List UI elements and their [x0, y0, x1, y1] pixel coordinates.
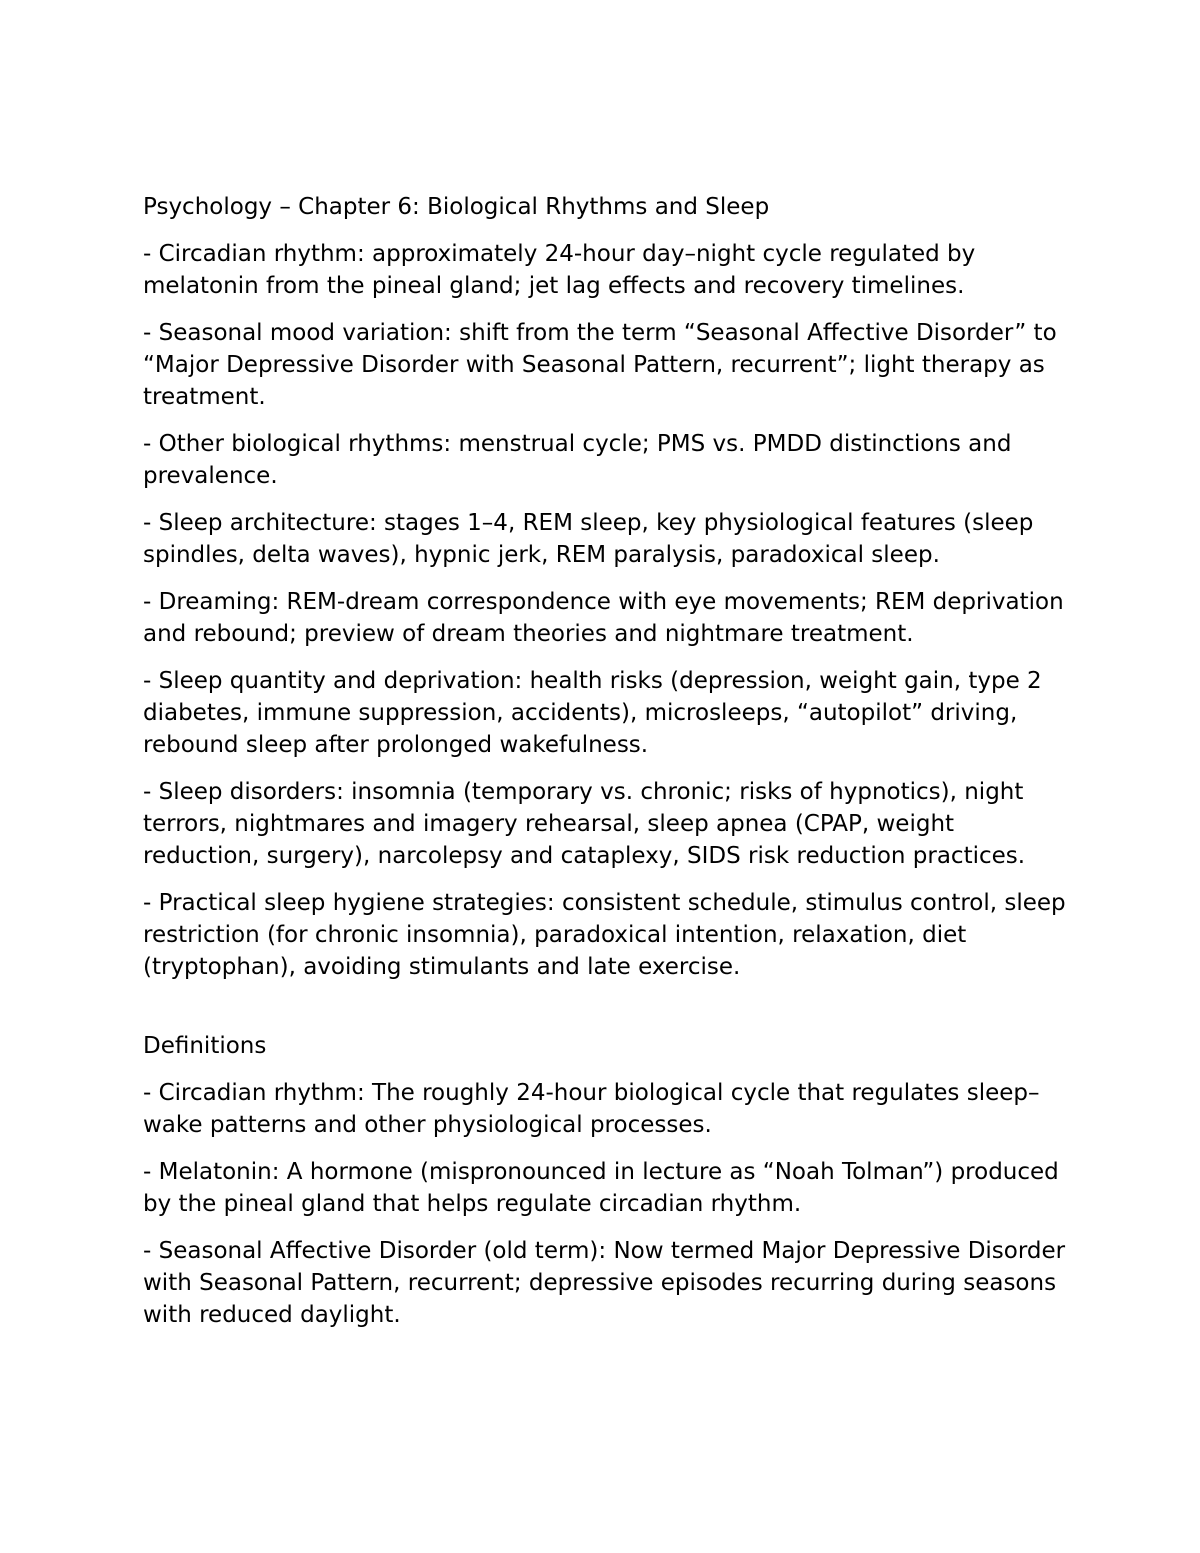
- definition-melatonin: - Melatonin: A hormone (mispronounced in lecture as “Noah Tolman”) produced by the pineal gland that helps regulate circadian rhythm.: [143, 1159, 1059, 1217]
- outline-item-other-rhythms: - Other biological rhythms: menstrual cycle; PMS vs. PMDD distinctions and prevalence.: [143, 431, 1012, 489]
- outline-item-sleep-disorders: - Sleep disorders: insomnia (temporary vs. chronic; risks of hypnotics), night terrors, nightmares and imagery rehearsal, sleep apnea (CPAP, weight reduction, surgery), narcolepsy and cataplexy, SIDS risk reduction practices.: [143, 779, 1026, 869]
- outline-item-sleep-deprivation: - Sleep quantity and deprivation: health risks (depression, weight gain, type 2 diabetes, immune suppression, accidents), microsleeps, “autopilot” driving, rebound sleep after prolonged wakefulness.: [143, 668, 1042, 758]
- definitions-heading: Definitions: [143, 1033, 267, 1059]
- document-title: Psychology – Chapter 6: Biological Rhythms and Sleep: [143, 194, 770, 220]
- definition-seasonal-affective-disorder: - Seasonal Affective Disorder (old term): Now termed Major Depressive Disorder with Seasonal Pattern, recurrent; depressive episodes recurring during seasons with reduced daylight.: [143, 1238, 1066, 1328]
- document-page: [143, 191, 1068, 1346]
- section-spacer: [143, 998, 1068, 1030]
- definition-circadian-rhythm: - Circadian rhythm: The roughly 24-hour biological cycle that regulates sleep–wake patterns and other physiological processes.: [143, 1080, 1040, 1138]
- outline-item-sleep-architecture: - Sleep architecture: stages 1–4, REM sleep, key physiological features (sleep spindles, delta waves), hypnic jerk, REM paralysis, paradoxical sleep.: [143, 510, 1034, 568]
- outline-item-circadian: - Circadian rhythm: approximately 24-hour day–night cycle regulated by melatonin from the pineal gland; jet lag effects and recovery timelines.: [143, 241, 976, 299]
- outline-item-seasonal-mood: - Seasonal mood variation: shift from the term “Seasonal Affective Disorder” to “Major Depressive Disorder with Seasonal Pattern, recurrent”; light therapy as treatment.: [143, 320, 1057, 410]
- outline-item-sleep-hygiene: - Practical sleep hygiene strategies: consistent schedule, stimulus control, sleep restriction (for chronic insomnia), paradoxical intention, relaxation, diet (tryptophan), avoiding stimulants and late exercise.: [143, 890, 1066, 980]
- outline-item-dreaming: - Dreaming: REM-dream correspondence with eye movements; REM deprivation and rebound; preview of dream theories and nightmare treatment.: [143, 589, 1064, 647]
